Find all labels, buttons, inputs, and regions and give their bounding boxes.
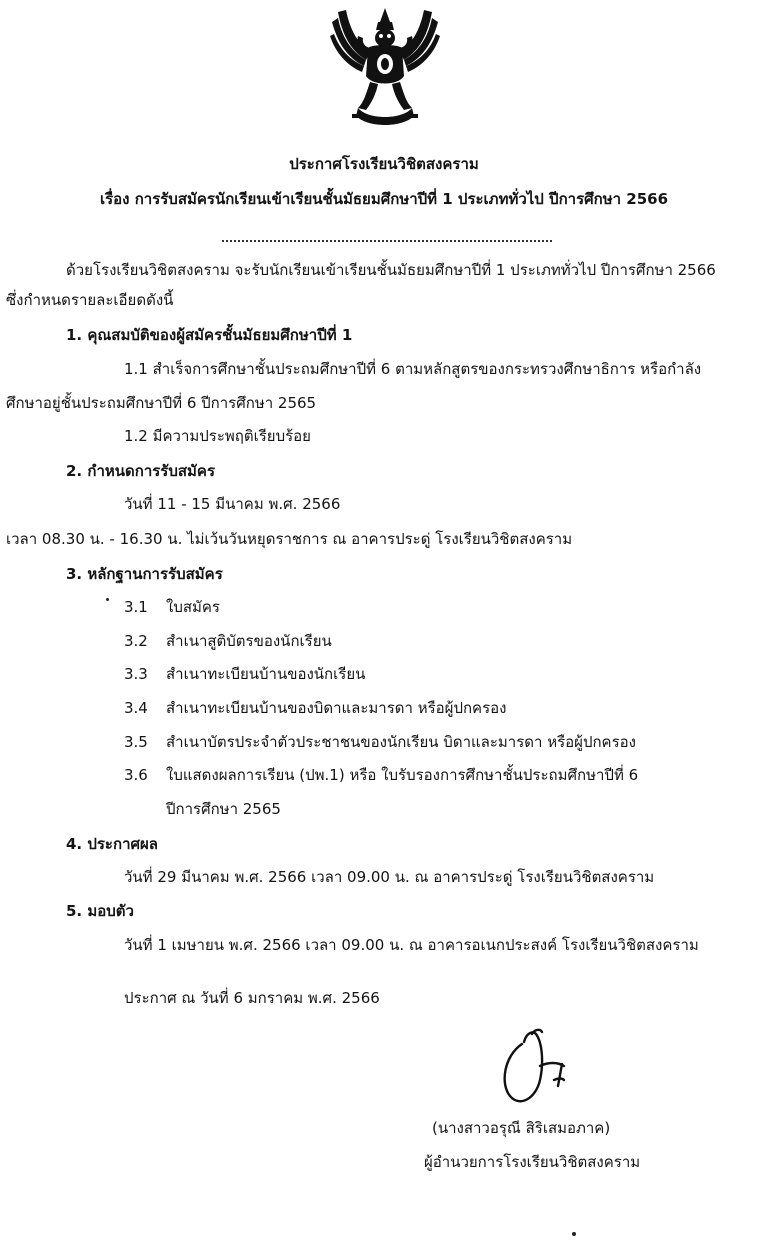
document-item-text: ใบสมัคร xyxy=(166,598,220,616)
section-1-heading: 1. คุณสมบัติของผู้สมัครชั้นมัธยมศึกษาปีที่ 1 xyxy=(66,326,353,344)
section-3-heading: 3. หลักฐานการรับสมัคร xyxy=(66,565,223,583)
section-1-item-1: 1.1 สำเร็จการศึกษาชั้นประถมศึกษาปีที่ 6 ตามหลักสูตรของกระทรวงศึกษาธิการ หรือกำลัง xyxy=(124,360,702,378)
document-item-number: 3.6 xyxy=(124,766,148,784)
application-dates: วันที่ 11 - 15 มีนาคม พ.ศ. 2566 xyxy=(124,495,341,513)
application-time-venue: เวลา 08.30 น. - 16.30 น. ไม่เว้นวันหยุดราชการ ณ อาคารประดู่ โรงเรียนวิชิตสงคราม xyxy=(6,530,573,548)
signatory-position: ผู้อำนวยการโรงเรียนวิชิตสงคราม xyxy=(424,1153,641,1171)
enrollment-detail: วันที่ 1 เมษายน พ.ศ. 2566 เวลา 09.00 น. ณ อาคารอเนกประสงค์ โรงเรียนวิชิตสงคราม xyxy=(124,936,699,954)
section-1-item-2: 1.2 มีความประพฤติเรียบร้อย xyxy=(124,427,311,445)
document-item-text: สำเนาทะเบียนบ้านของนักเรียน xyxy=(166,665,366,683)
scan-speck xyxy=(106,598,109,601)
announcement-title: ประกาศโรงเรียนวิชิตสงคราม xyxy=(289,155,479,173)
scan-speck xyxy=(572,1232,576,1236)
document-item-text: สำเนาบัตรประจำตัวประชาชนของนักเรียน บิดาและมารดา หรือผู้ปกครอง xyxy=(166,733,636,751)
section-2-heading: 2. กำหนดการรับสมัคร xyxy=(66,462,216,480)
results-announcement-detail: วันที่ 29 มีนาคม พ.ศ. 2566 เวลา 09.00 น. ณ อาคารประดู่ โรงเรียนวิชิตสงคราม xyxy=(124,868,655,886)
intro-line-2: ซึ่งกำหนดรายละเอียดดังนี้ xyxy=(6,291,174,309)
handwritten-signature-icon xyxy=(492,1026,582,1110)
section-5-heading: 5. มอบตัว xyxy=(66,902,134,920)
document-item-text: สำเนาสูติบัตรของนักเรียน xyxy=(166,632,332,650)
announcement-date: ประกาศ ณ วันที่ 6 มกราคม พ.ศ. 2566 xyxy=(124,989,380,1007)
garuda-emblem-icon xyxy=(328,4,442,130)
document-item-text: สำเนาทะเบียนบ้านของบิดาและมารดา หรือผู้ปกครอง xyxy=(166,699,507,717)
document-item-number: 3.4 xyxy=(124,699,148,717)
document-item-number: 3.1 xyxy=(124,598,148,616)
signatory-name: (นางสาวอรุณี สิริเสมอภาค) xyxy=(432,1119,611,1137)
section-1-item-1-cont: ศึกษาอยู่ชั้นประถมศึกษาปีที่ 6 ปีการศึกษา 2565 xyxy=(6,394,317,412)
announcement-subject: เรื่อง การรับสมัครนักเรียนเข้าเรียนชั้นมัธยมศึกษาปีที่ 1 ประเภททั่วไป ปีการศึกษา 2566 xyxy=(99,190,669,208)
document-item-number: 3.3 xyxy=(124,665,148,683)
dotted-divider xyxy=(222,240,552,242)
document-item-text: ใบแสดงผลการเรียน (ปพ.1) หรือ ใบรับรองการศึกษาชั้นประถมศึกษาปีที่ 6 xyxy=(166,766,639,784)
document-item-6-cont: ปีการศึกษา 2565 xyxy=(166,800,281,818)
document-item-number: 3.5 xyxy=(124,733,148,751)
section-4-heading: 4. ประกาศผล xyxy=(66,835,158,853)
document-item-number: 3.2 xyxy=(124,632,148,650)
intro-line-1: ด้วยโรงเรียนวิชิตสงคราม จะรับนักเรียนเข้าเรียนชั้นมัธยมศึกษาปีที่ 1 ประเภททั่วไป ปีการศึกษา 2566 xyxy=(66,261,716,279)
